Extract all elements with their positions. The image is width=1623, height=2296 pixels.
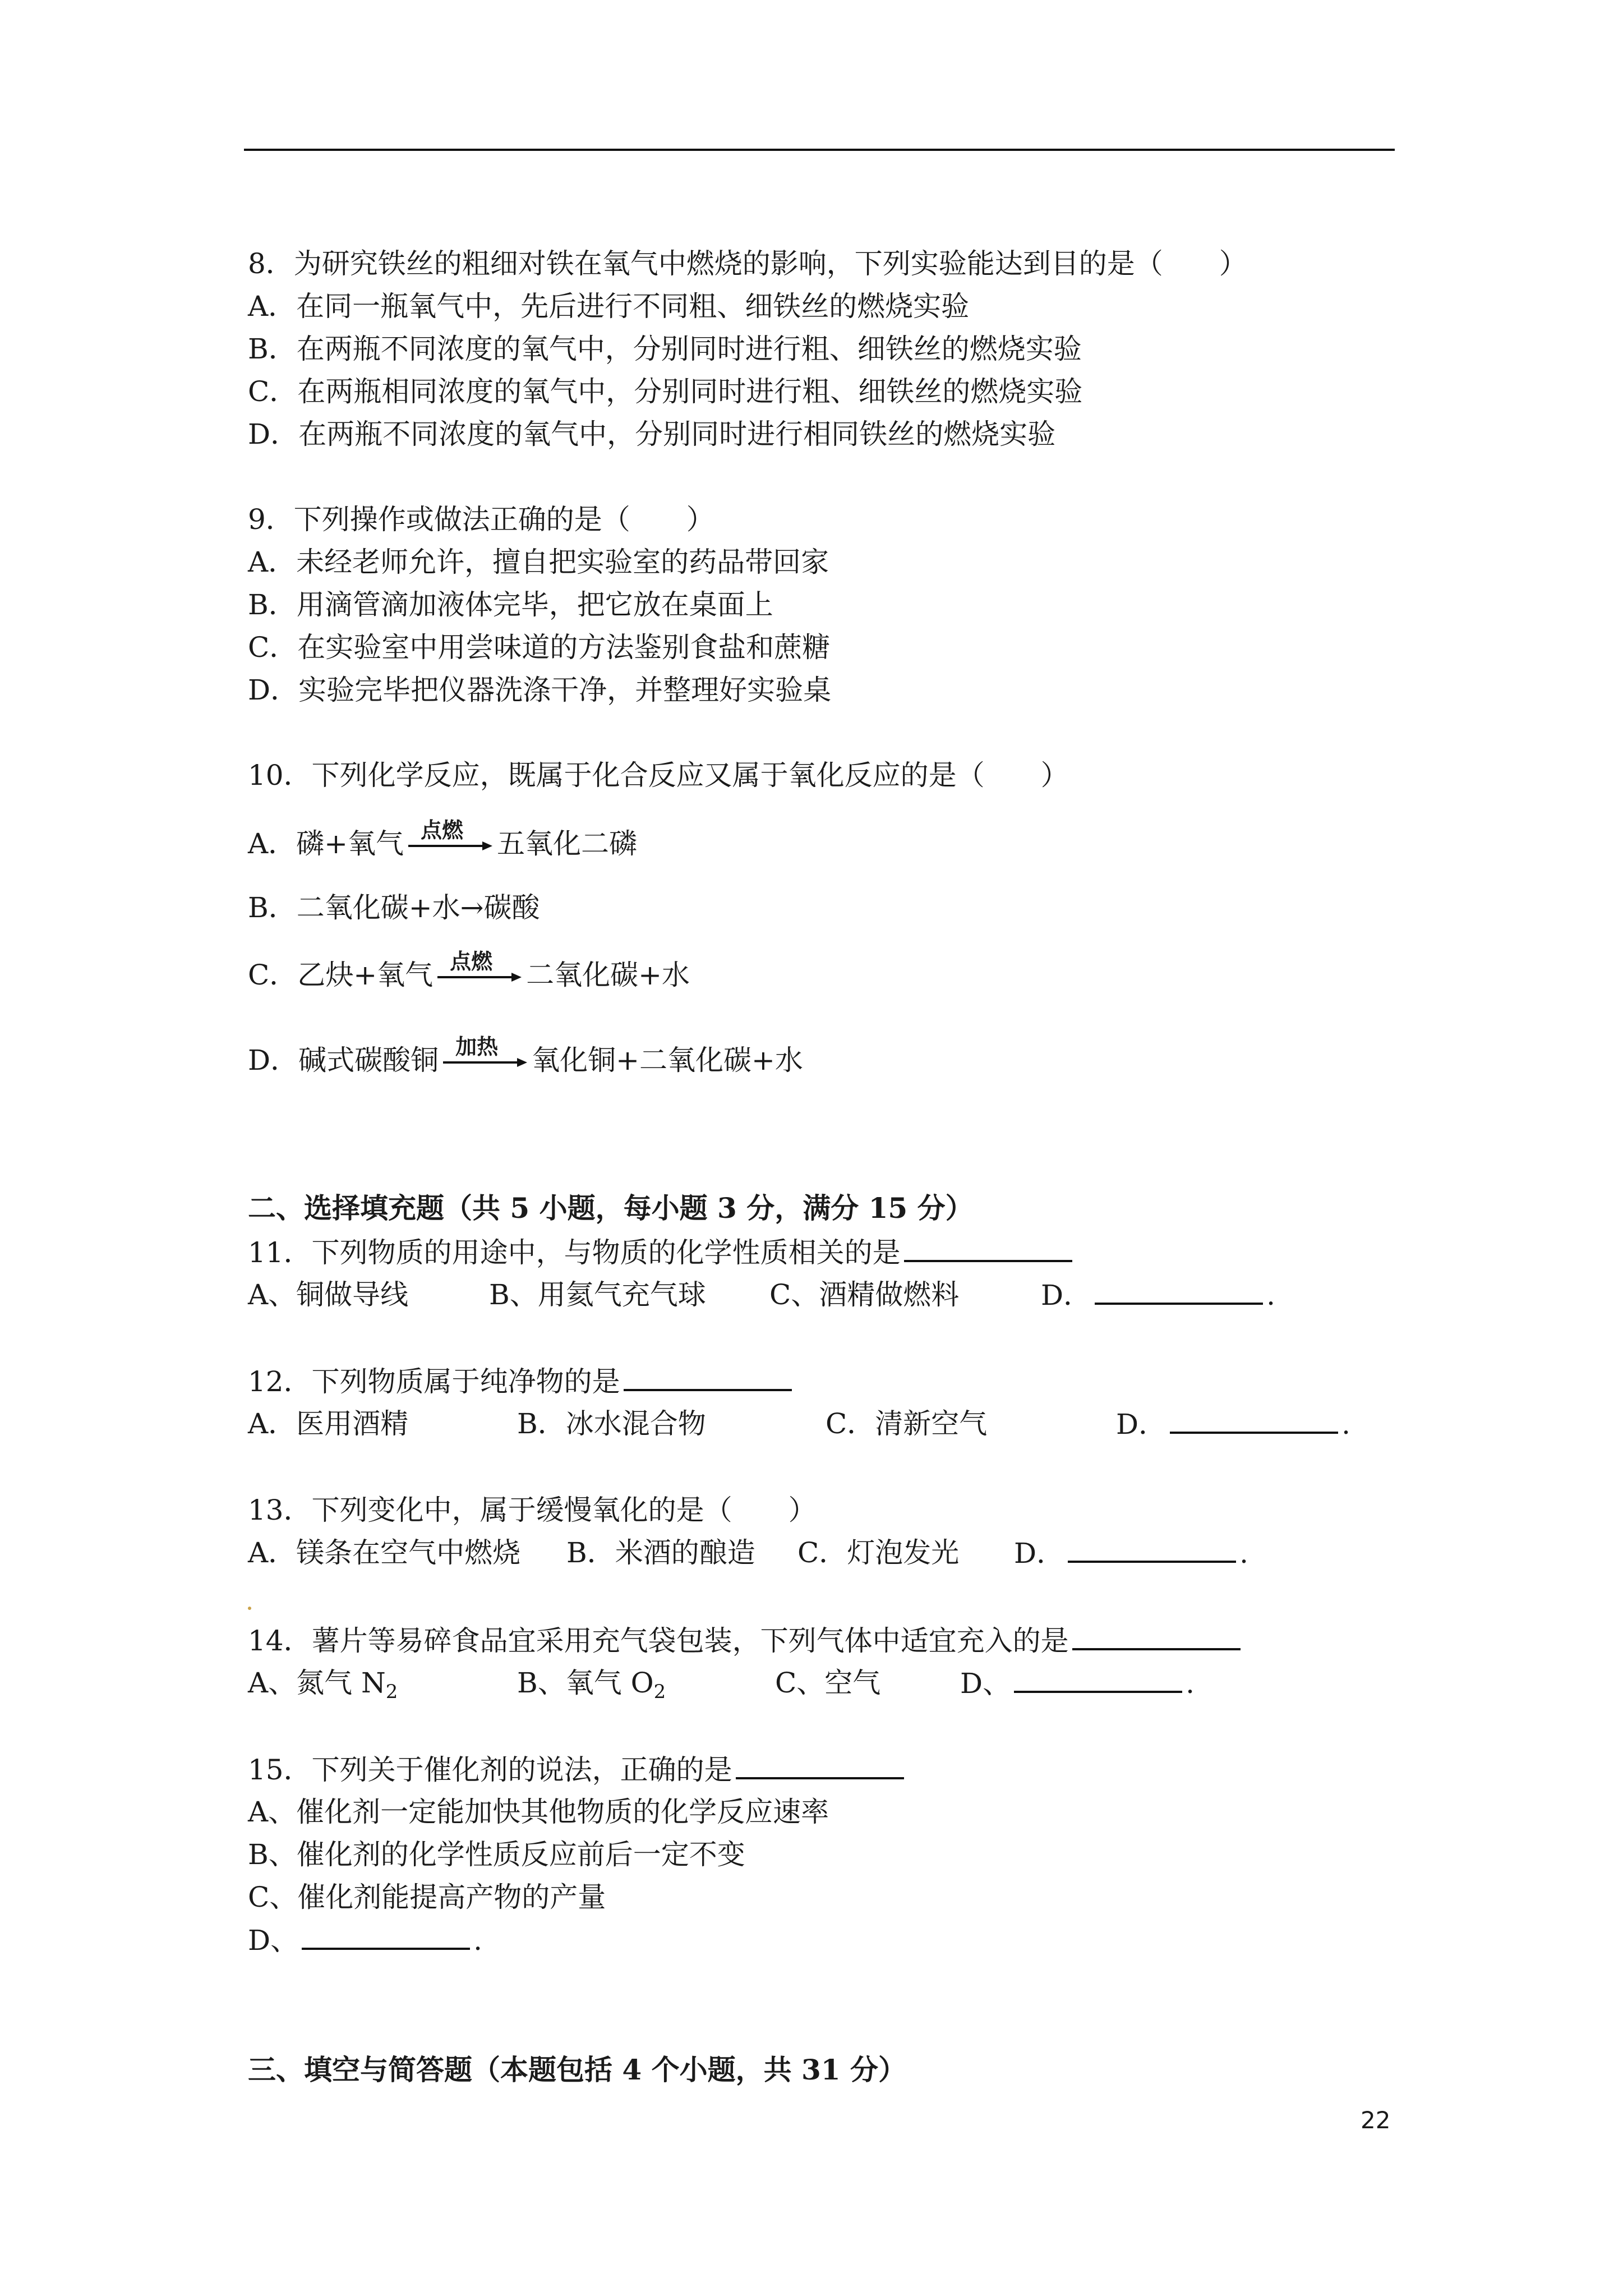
reactants: D．碱式碳酸铜 (248, 1044, 439, 1076)
question-stem-line (248, 1364, 795, 1398)
option-d-label: D． (1014, 1537, 1065, 1570)
condition-label: 点燃 (421, 817, 464, 843)
reaction-arrow (443, 1034, 527, 1079)
page-number: 22 (1361, 2106, 1391, 2134)
period: . (1341, 1408, 1350, 1441)
option-d: D．实验完毕把仪器洗涤干净，并整理好实验桌 (248, 674, 832, 706)
section-heading: 三、填空与简答题（本题包括 4 个小题，共 31 分） (248, 2053, 906, 2086)
option-c: C、催化剂能提高产物的产量 (248, 1881, 606, 1913)
period: . (473, 1924, 482, 1957)
arrow-icon (437, 973, 522, 982)
option-b (517, 1666, 666, 1709)
option-d (248, 1923, 482, 1957)
arrow-icon (443, 1058, 527, 1067)
question-stem: 13．下列变化中，属于缓慢氧化的是（ ） (248, 1494, 817, 1526)
question-stem-line (248, 1623, 1244, 1658)
option-b: B、催化剂的化学性质反应前后一定不变 (248, 1838, 745, 1871)
condition-label: 点燃 (450, 949, 493, 974)
option-b: B．二氧化碳+水→碳酸 (248, 891, 540, 924)
option-c (248, 949, 690, 994)
option-c: C．清新空气 (826, 1407, 988, 1440)
answer-blank[interactable] (1095, 1278, 1263, 1305)
products: 五氧化二磷 (497, 827, 638, 860)
answer-blank[interactable] (736, 1752, 904, 1779)
option-b: B．冰水混合物 (517, 1407, 706, 1440)
option-a: A．未经老师允许，擅自把实验室的药品带回家 (248, 546, 829, 578)
section-heading: 二、选择填充题（共 5 小题，每小题 3 分，满分 15 分） (248, 1191, 974, 1225)
question-stem: 14．薯片等易碎食品宜采用充气袋包装，下列气体中适宜充入的是 (248, 1625, 1069, 1657)
products: 二氧化碳+水 (526, 959, 690, 991)
question-stem: 12．下列物质属于纯净物的是 (248, 1365, 620, 1398)
reactants: C．乙炔+氧气 (248, 959, 434, 991)
question-stem-line (248, 1235, 1076, 1269)
question-stem: 15．下列关于催化剂的说法，正确的是 (248, 1754, 732, 1786)
option-d-label: D、 (248, 1924, 299, 1957)
option-c: C、酒精做燃料 (769, 1278, 960, 1311)
answer-blank[interactable] (1014, 1666, 1182, 1693)
answer-blank[interactable] (904, 1235, 1072, 1262)
option-d-label: D． (1116, 1408, 1167, 1441)
option-a (248, 1666, 398, 1709)
option-b: B．用滴管滴加液体完毕，把它放在桌面上 (248, 588, 773, 621)
option-a: A．医用酒精 (248, 1407, 409, 1440)
reactants: A．磷+氧气 (248, 827, 404, 860)
option-d (1116, 1407, 1350, 1441)
option-a: A．在同一瓶氧气中，先后进行不同粗、细铁丝的燃烧实验 (248, 290, 970, 323)
option-a: A、铜做导线 (248, 1278, 409, 1311)
option-b: B、用氦气充气球 (489, 1278, 706, 1311)
question-stem: 11．下列物质的用途中，与物质的化学性质相关的是 (248, 1236, 901, 1269)
option-d-label: D、 (960, 1667, 1011, 1700)
reaction-arrow (408, 817, 492, 863)
question-stem-line (248, 1752, 907, 1787)
answer-blank[interactable] (1072, 1623, 1241, 1650)
option-a: A．镁条在空气中燃烧 (248, 1536, 521, 1569)
option-a (248, 817, 638, 863)
option-c: C．在实验室中用尝味道的方法鉴别食盐和蔗糖 (248, 631, 831, 664)
option-d: D．在两瓶不同浓度的氧气中，分别同时进行相同铁丝的燃烧实验 (248, 418, 1056, 450)
subscript: 2 (385, 1681, 398, 1703)
option-c: C．灯泡发光 (797, 1536, 960, 1569)
question-stem: 9．下列操作或做法正确的是（ ） (248, 503, 714, 536)
option-d (248, 1034, 803, 1079)
question-stem: 8．为研究铁丝的粗细对铁在氧气中燃烧的影响，下列实验能达到目的是（ ） (248, 247, 1247, 280)
stray-dot (248, 1607, 251, 1610)
option-c: C、空气 (775, 1667, 881, 1699)
option-b: B．米酒的酿造 (566, 1536, 755, 1569)
condition-label: 加热 (455, 1034, 499, 1059)
answer-blank[interactable] (302, 1923, 470, 1950)
option-c: C．在两瓶相同浓度的氧气中，分别同时进行粗、细铁丝的燃烧实验 (248, 375, 1083, 408)
option-d (960, 1666, 1195, 1700)
answer-blank[interactable] (624, 1364, 792, 1391)
header-rule (244, 149, 1395, 151)
option-a: A、催化剂一定能加快其他物质的化学反应速率 (248, 1796, 829, 1828)
period: . (1266, 1279, 1275, 1312)
option-d (1041, 1278, 1275, 1312)
option-d (1014, 1536, 1248, 1570)
option-d-label: D． (1041, 1279, 1092, 1312)
period: . (1239, 1537, 1248, 1570)
option-b: B．在两瓶不同浓度的氧气中，分别同时进行粗、细铁丝的燃烧实验 (248, 333, 1082, 365)
option-b-text: B、氧气 O (517, 1667, 654, 1699)
subscript: 2 (653, 1681, 666, 1703)
option-a-text: A、氮气 N (248, 1667, 386, 1699)
reaction-arrow (437, 949, 522, 994)
period: . (1186, 1667, 1195, 1700)
arrow-icon (408, 841, 492, 850)
products: 氧化铜+二氧化碳+水 (532, 1044, 803, 1076)
answer-blank[interactable] (1170, 1407, 1338, 1434)
answer-blank[interactable] (1068, 1536, 1236, 1563)
question-stem: 10．下列化学反应，既属于化合反应又属于氧化反应的是（ ） (248, 759, 1069, 792)
